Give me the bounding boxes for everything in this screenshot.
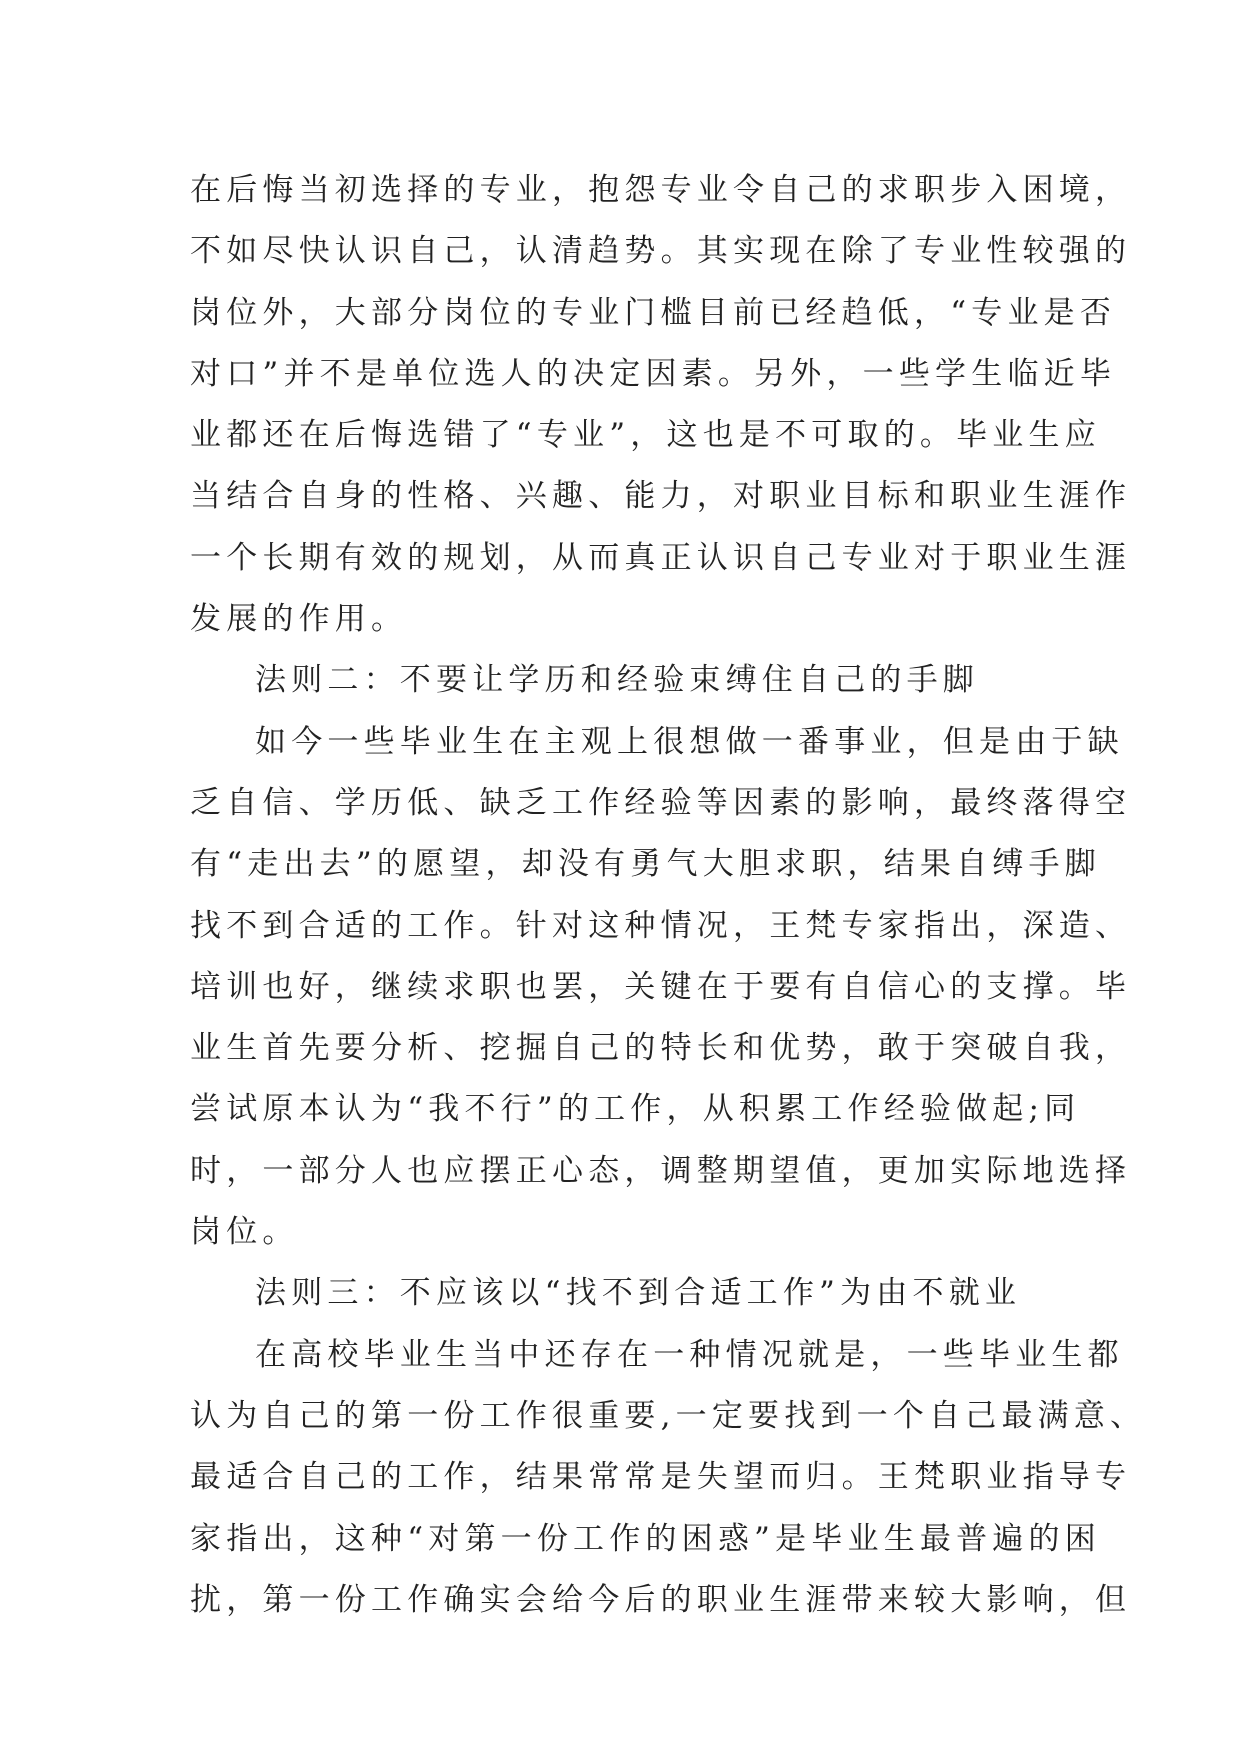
text-line: 岗位。 <box>190 1214 299 1251</box>
text-line: 认为自己的第一份工作很重要,一定要找到一个自己最满意、 <box>190 1397 1147 1434</box>
text-line: 业生首先要分析、挖掘自己的特长和优势，敢于突破自我， <box>190 1030 1132 1067</box>
text-line: 尝试原本认为“我不行”的工作，从积累工作经验做起;同 <box>190 1091 1081 1128</box>
text-line: 找不到合适的工作。针对这种情况，王梵专家指出，深造、 <box>190 907 1132 944</box>
text-line: 家指出，这种“对第一份工作的困惑”是毕业生最普遍的困 <box>190 1520 1101 1557</box>
text-line: 如今一些毕业生在主观上很想做一番事业，但是由于缺 <box>255 723 1124 760</box>
document-body <box>190 160 1147 1631</box>
text-line: 法则二：不要让学历和经验束缚住自己的手脚 <box>255 662 979 699</box>
text-line: 法则三：不应该以“找不到合适工作”为由不就业 <box>255 1275 1022 1312</box>
text-line: 扰，第一份工作确实会给今后的职业生涯带来较大影响，但 <box>190 1581 1132 1618</box>
text-line: 岗位外，大部分岗位的专业门槛目前已经趋低，“专业是否 <box>190 294 1117 331</box>
text-line: 一个长期有效的规划，从而真正认识自己专业对于职业生涯 <box>190 539 1132 576</box>
text-line: 发展的作用。 <box>190 601 408 638</box>
text-line: 不如尽快认识自己，认清趋势。其实现在除了专业性较强的 <box>190 233 1132 270</box>
text-line: 时，一部分人也应摆正心态，调整期望值，更加实际地选择 <box>190 1152 1132 1189</box>
text-line: 对口”并不是单位选人的决定因素。另外，一些学生临近毕 <box>190 355 1117 392</box>
text-line: 最适合自己的工作，结果常常是失望而归。王梵职业指导专 <box>190 1459 1132 1496</box>
text-line: 在后悔当初选择的专业，抱怨专业令自己的求职步入困境， <box>190 172 1132 208</box>
text-line: 业都还在后悔选错了“专业”，这也是不可取的。毕业生应 <box>190 417 1101 454</box>
text-line: 当结合自身的性格、兴趣、能力，对职业目标和职业生涯作 <box>190 478 1132 515</box>
text-line: 在高校毕业生当中还存在一种情况就是，一些毕业生都 <box>255 1336 1124 1373</box>
text-line: 有“走出去”的愿望，却没有勇气大胆求职，结果自缚手脚 <box>190 846 1101 883</box>
text-line: 培训也好，继续求职也罢，关键在于要有自信心的支撑。毕 <box>190 968 1132 1005</box>
text-line: 乏自信、学历低、缺乏工作经验等因素的影响，最终落得空 <box>190 784 1132 821</box>
